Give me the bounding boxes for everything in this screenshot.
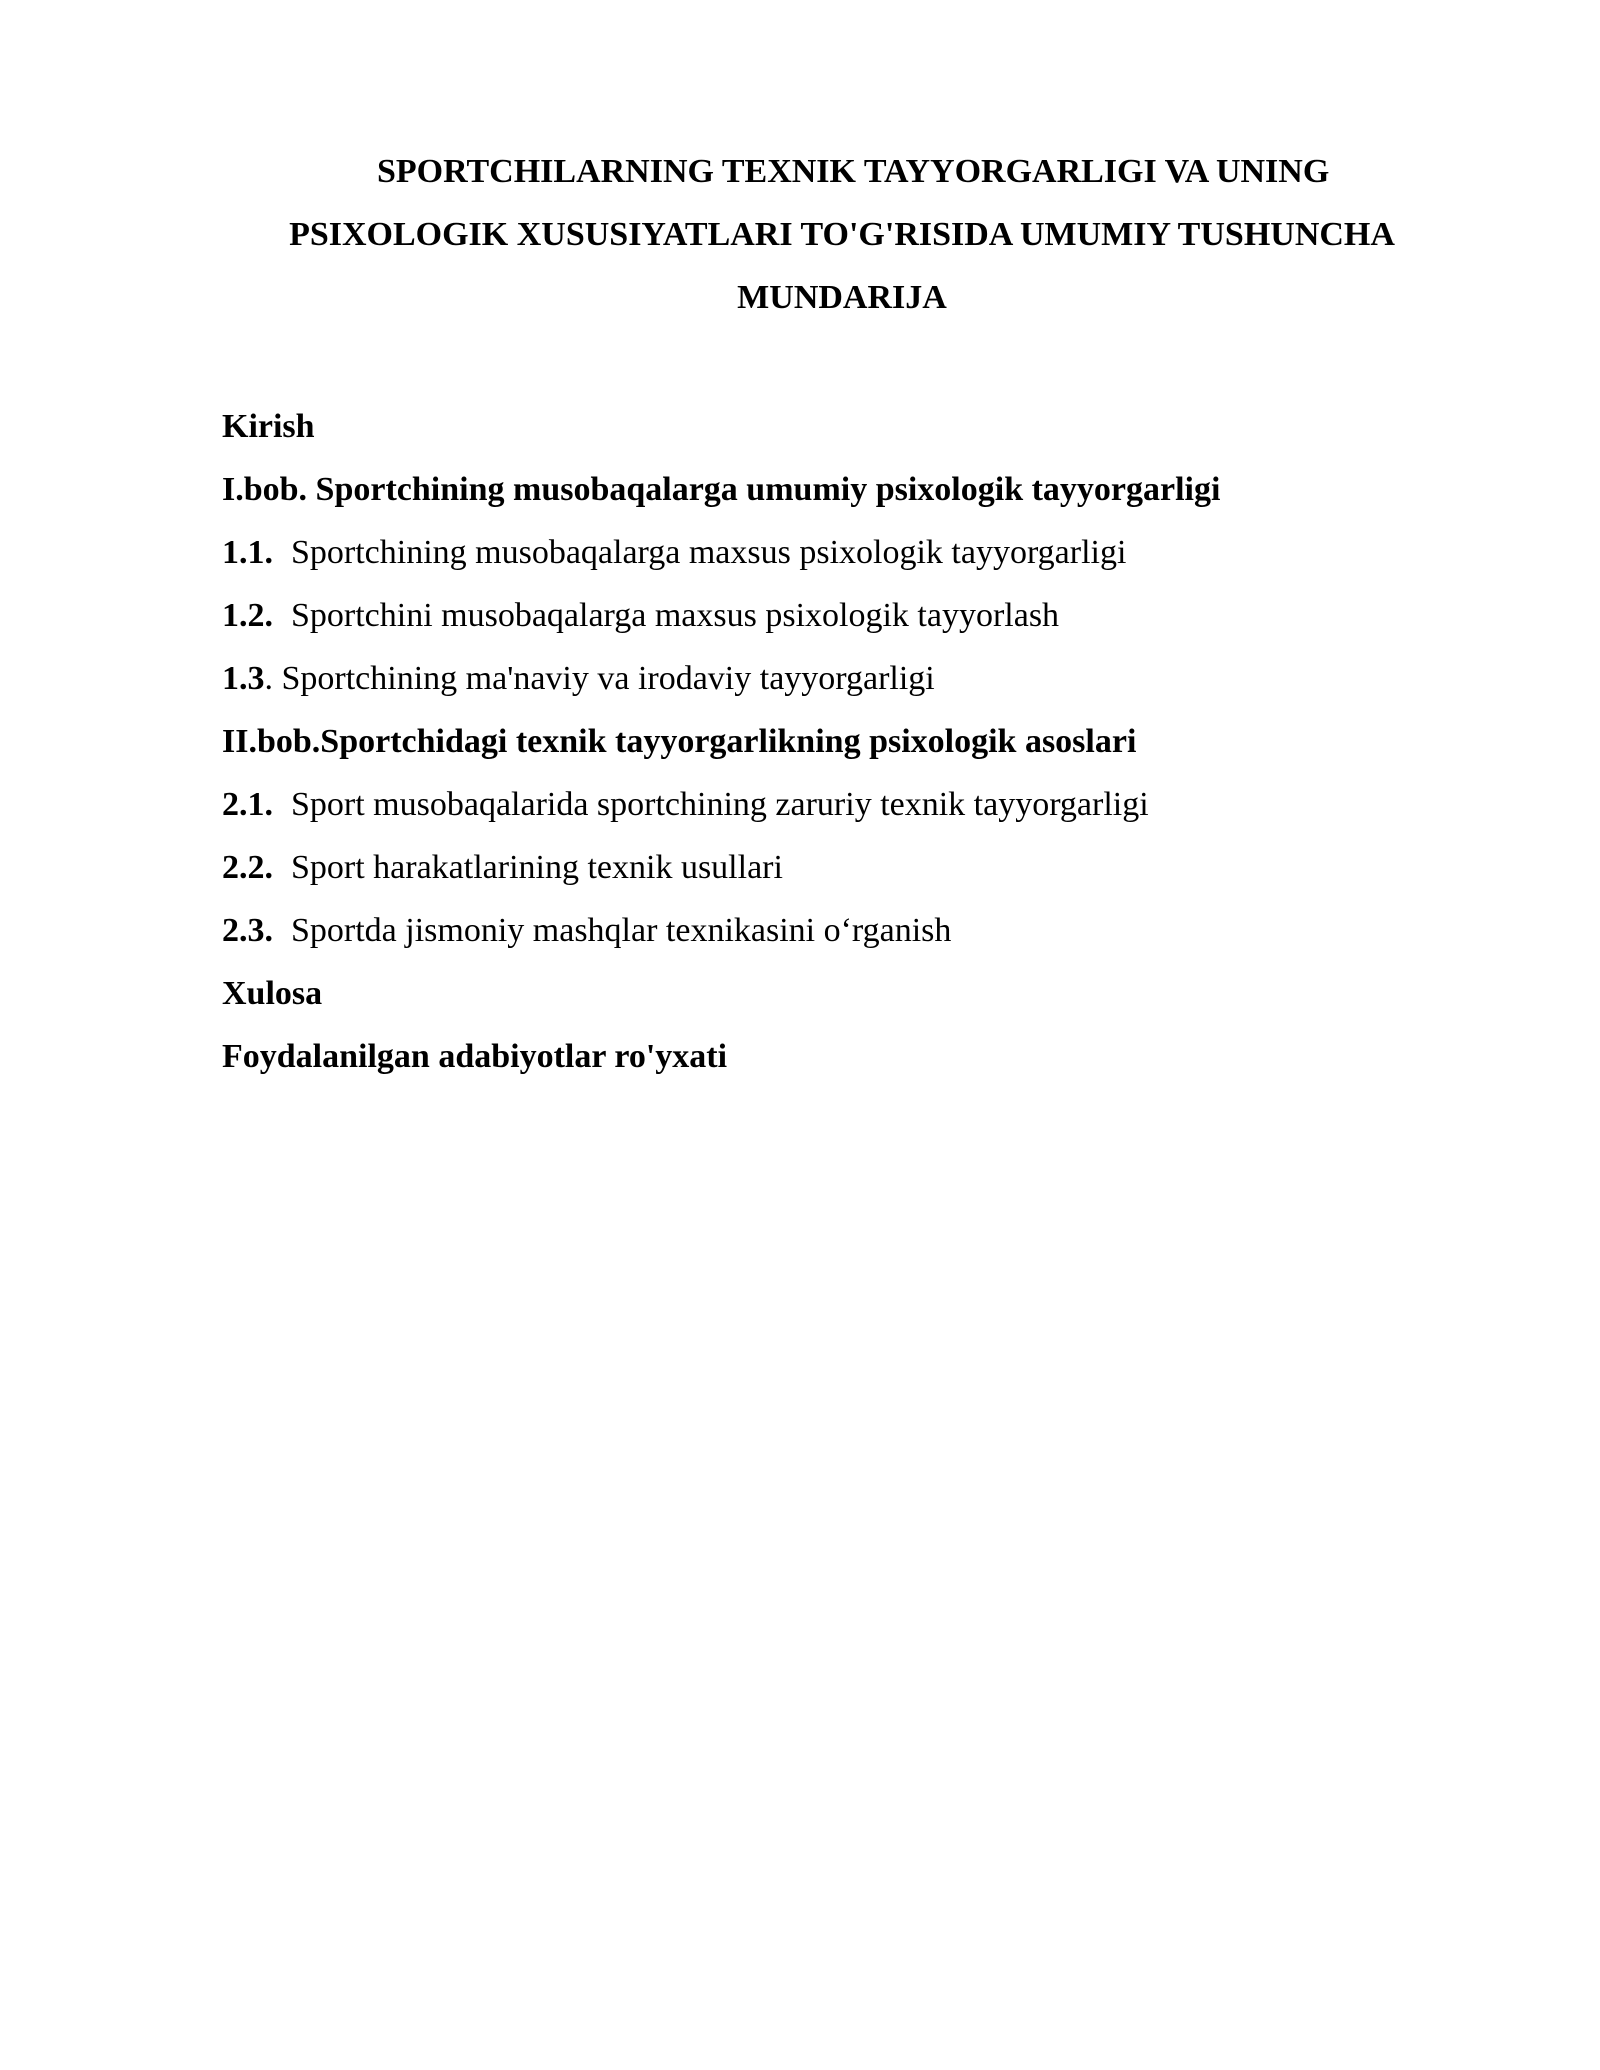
toc-intro: Kirish (222, 408, 315, 445)
contents-heading: MUNDARIJA (737, 279, 947, 316)
toc-item-number: 2.1. (222, 786, 273, 823)
toc-item-text: Sportchini musobaqalarga maxsus psixologik tayyorlash (291, 597, 1060, 634)
toc-item-text: Sport harakatlarining texnik usullari (291, 849, 783, 886)
toc-item-number: 1.1. (222, 534, 273, 571)
document-title (222, 140, 1462, 329)
toc-item-number: 2.2. (222, 849, 273, 886)
toc-item-number: 1.2. (222, 597, 273, 634)
toc-references: Foydalanilgan adabiyotlar ro'yxati (222, 1038, 728, 1075)
toc-item-1-1 (222, 521, 1472, 584)
toc-item-text: Sportchining musobaqalarga maxsus psixologik tayyorgarligi (291, 534, 1127, 571)
toc-item-text: . Sportchining ma'naviy va irodaviy tayyorgarligi (264, 660, 935, 697)
toc-chapter-1: I.bob. Sportchining musobaqalarga umumiy psixologik tayyorgarligi (222, 471, 1221, 508)
toc-item-1-2 (222, 584, 1472, 647)
toc-item-text: Sport musobaqalarida sportchining zaruriy texnik tayyorgarligi (291, 786, 1149, 823)
toc-item-text: Sportda jismoniy mashqlar texnikasini o‘rganish (291, 912, 952, 949)
toc-item-number: 1.3 (222, 660, 265, 697)
title-line-1: SPORTCHILARNING TEXNIK TAYYORGARLIGI VA UNING (377, 153, 1330, 190)
toc-conclusion: Xulosa (222, 975, 323, 1012)
toc-item-1-3 (222, 647, 1472, 710)
title-line-2: PSIXOLOGIK XUSUSIYATLARI TO'G'RISIDA UMUMIY TUSHUNCHA (289, 216, 1395, 253)
toc-item-2-3 (222, 899, 1472, 962)
toc-item-2-1 (222, 773, 1472, 836)
toc-item-2-2 (222, 836, 1472, 899)
toc-chapter-2: II.bob.Sportchidagi texnik tayyorgarlikning psixologik asoslari (222, 723, 1137, 760)
toc-item-number: 2.3. (222, 912, 273, 949)
table-of-contents (222, 395, 1472, 1088)
